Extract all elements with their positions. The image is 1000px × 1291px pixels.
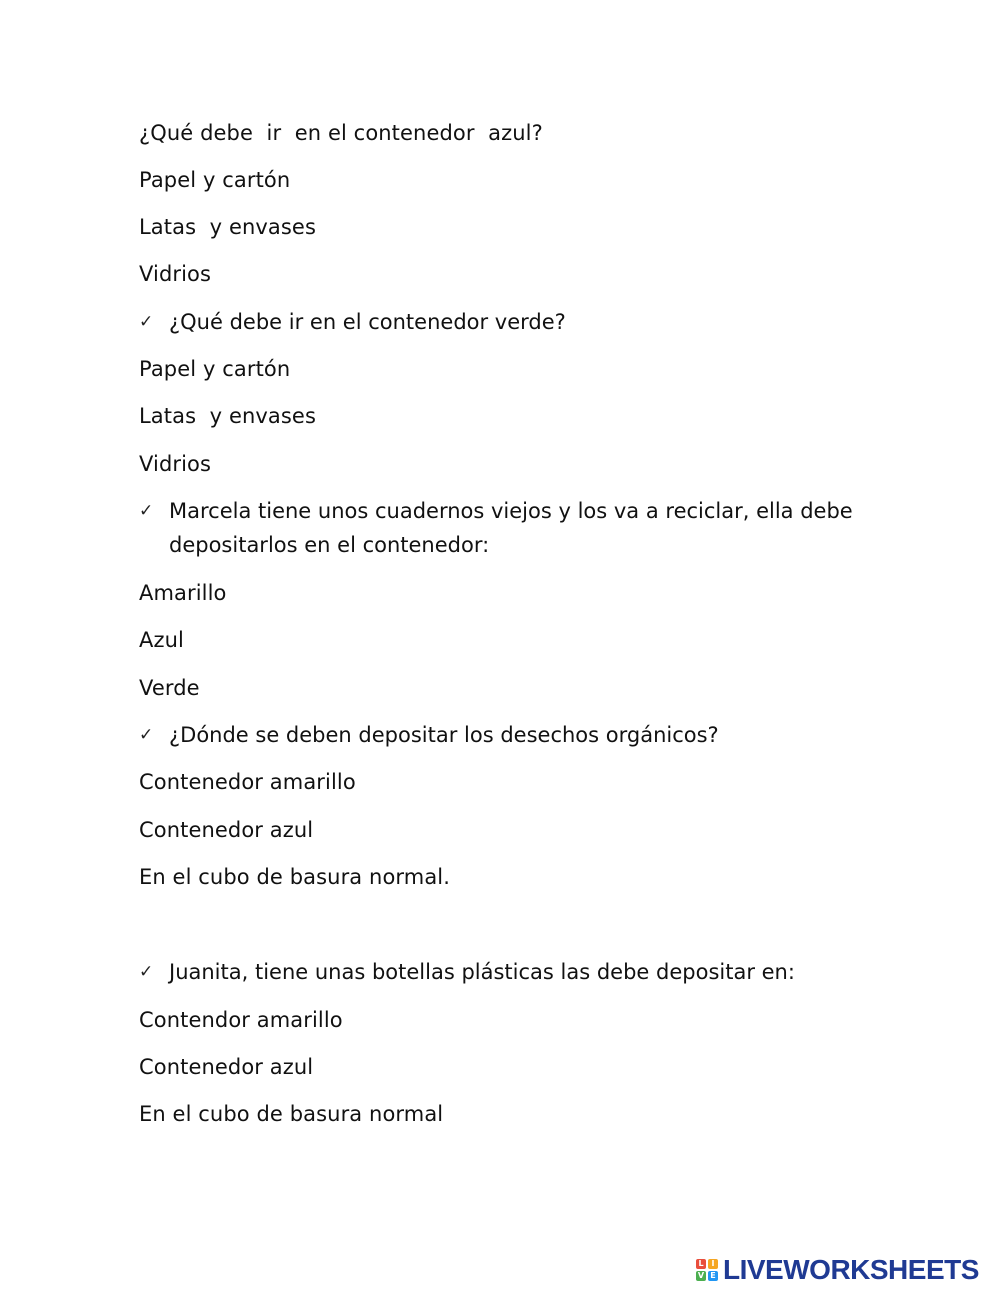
answer-option[interactable]: En el cubo de basura normal. [139, 865, 451, 889]
answer-option[interactable]: En el cubo de basura normal [139, 1102, 444, 1126]
question-3 [139, 494, 869, 562]
answer-option[interactable]: Papel y cartón [139, 168, 291, 192]
checkmark-icon: ✓ [139, 501, 154, 521]
liveworksheets-logo [696, 1254, 979, 1286]
answer-option[interactable]: Azul [139, 628, 184, 652]
question-2 [139, 305, 869, 339]
question-3-text: Marcela tiene unos cuadernos viejos y los va a reciclar, ella debe depositarlos en el contenedor: [169, 499, 853, 557]
question-4 [139, 718, 869, 752]
answer-option[interactable]: Contenedor azul [139, 818, 314, 842]
checkmark-icon: ✓ [139, 725, 154, 745]
answer-option[interactable]: Contenedor amarillo [139, 770, 356, 794]
question-4-text: ¿Dónde se deben depositar los desechos orgánicos? [169, 723, 719, 747]
question-2-text: ¿Qué debe ir en el contenedor verde? [169, 310, 566, 334]
answer-option[interactable]: Verde [139, 676, 200, 700]
answer-option[interactable]: Vidrios [139, 262, 212, 286]
question-5-text: Juanita, tiene unas botellas plásticas las debe depositar en: [169, 960, 795, 984]
question-1-text: ¿Qué debe ir en el contenedor azul? [139, 121, 543, 145]
checkmark-icon: ✓ [139, 312, 154, 332]
answer-option[interactable]: Vidrios [139, 452, 212, 476]
answer-option[interactable]: Contendor amarillo [139, 1008, 343, 1032]
checkmark-icon: ✓ [139, 962, 154, 982]
answer-option[interactable]: Latas y envases [139, 215, 316, 239]
logo-mark-icon: L I V E [696, 1259, 718, 1281]
logo-text: LIVEWORKSHEETS [723, 1254, 979, 1285]
answer-option[interactable]: Contenedor azul [139, 1055, 314, 1079]
question-5 [139, 955, 869, 989]
answer-option[interactable]: Papel y cartón [139, 357, 291, 381]
answer-option[interactable]: Latas y envases [139, 404, 316, 428]
answer-option[interactable]: Amarillo [139, 581, 227, 605]
